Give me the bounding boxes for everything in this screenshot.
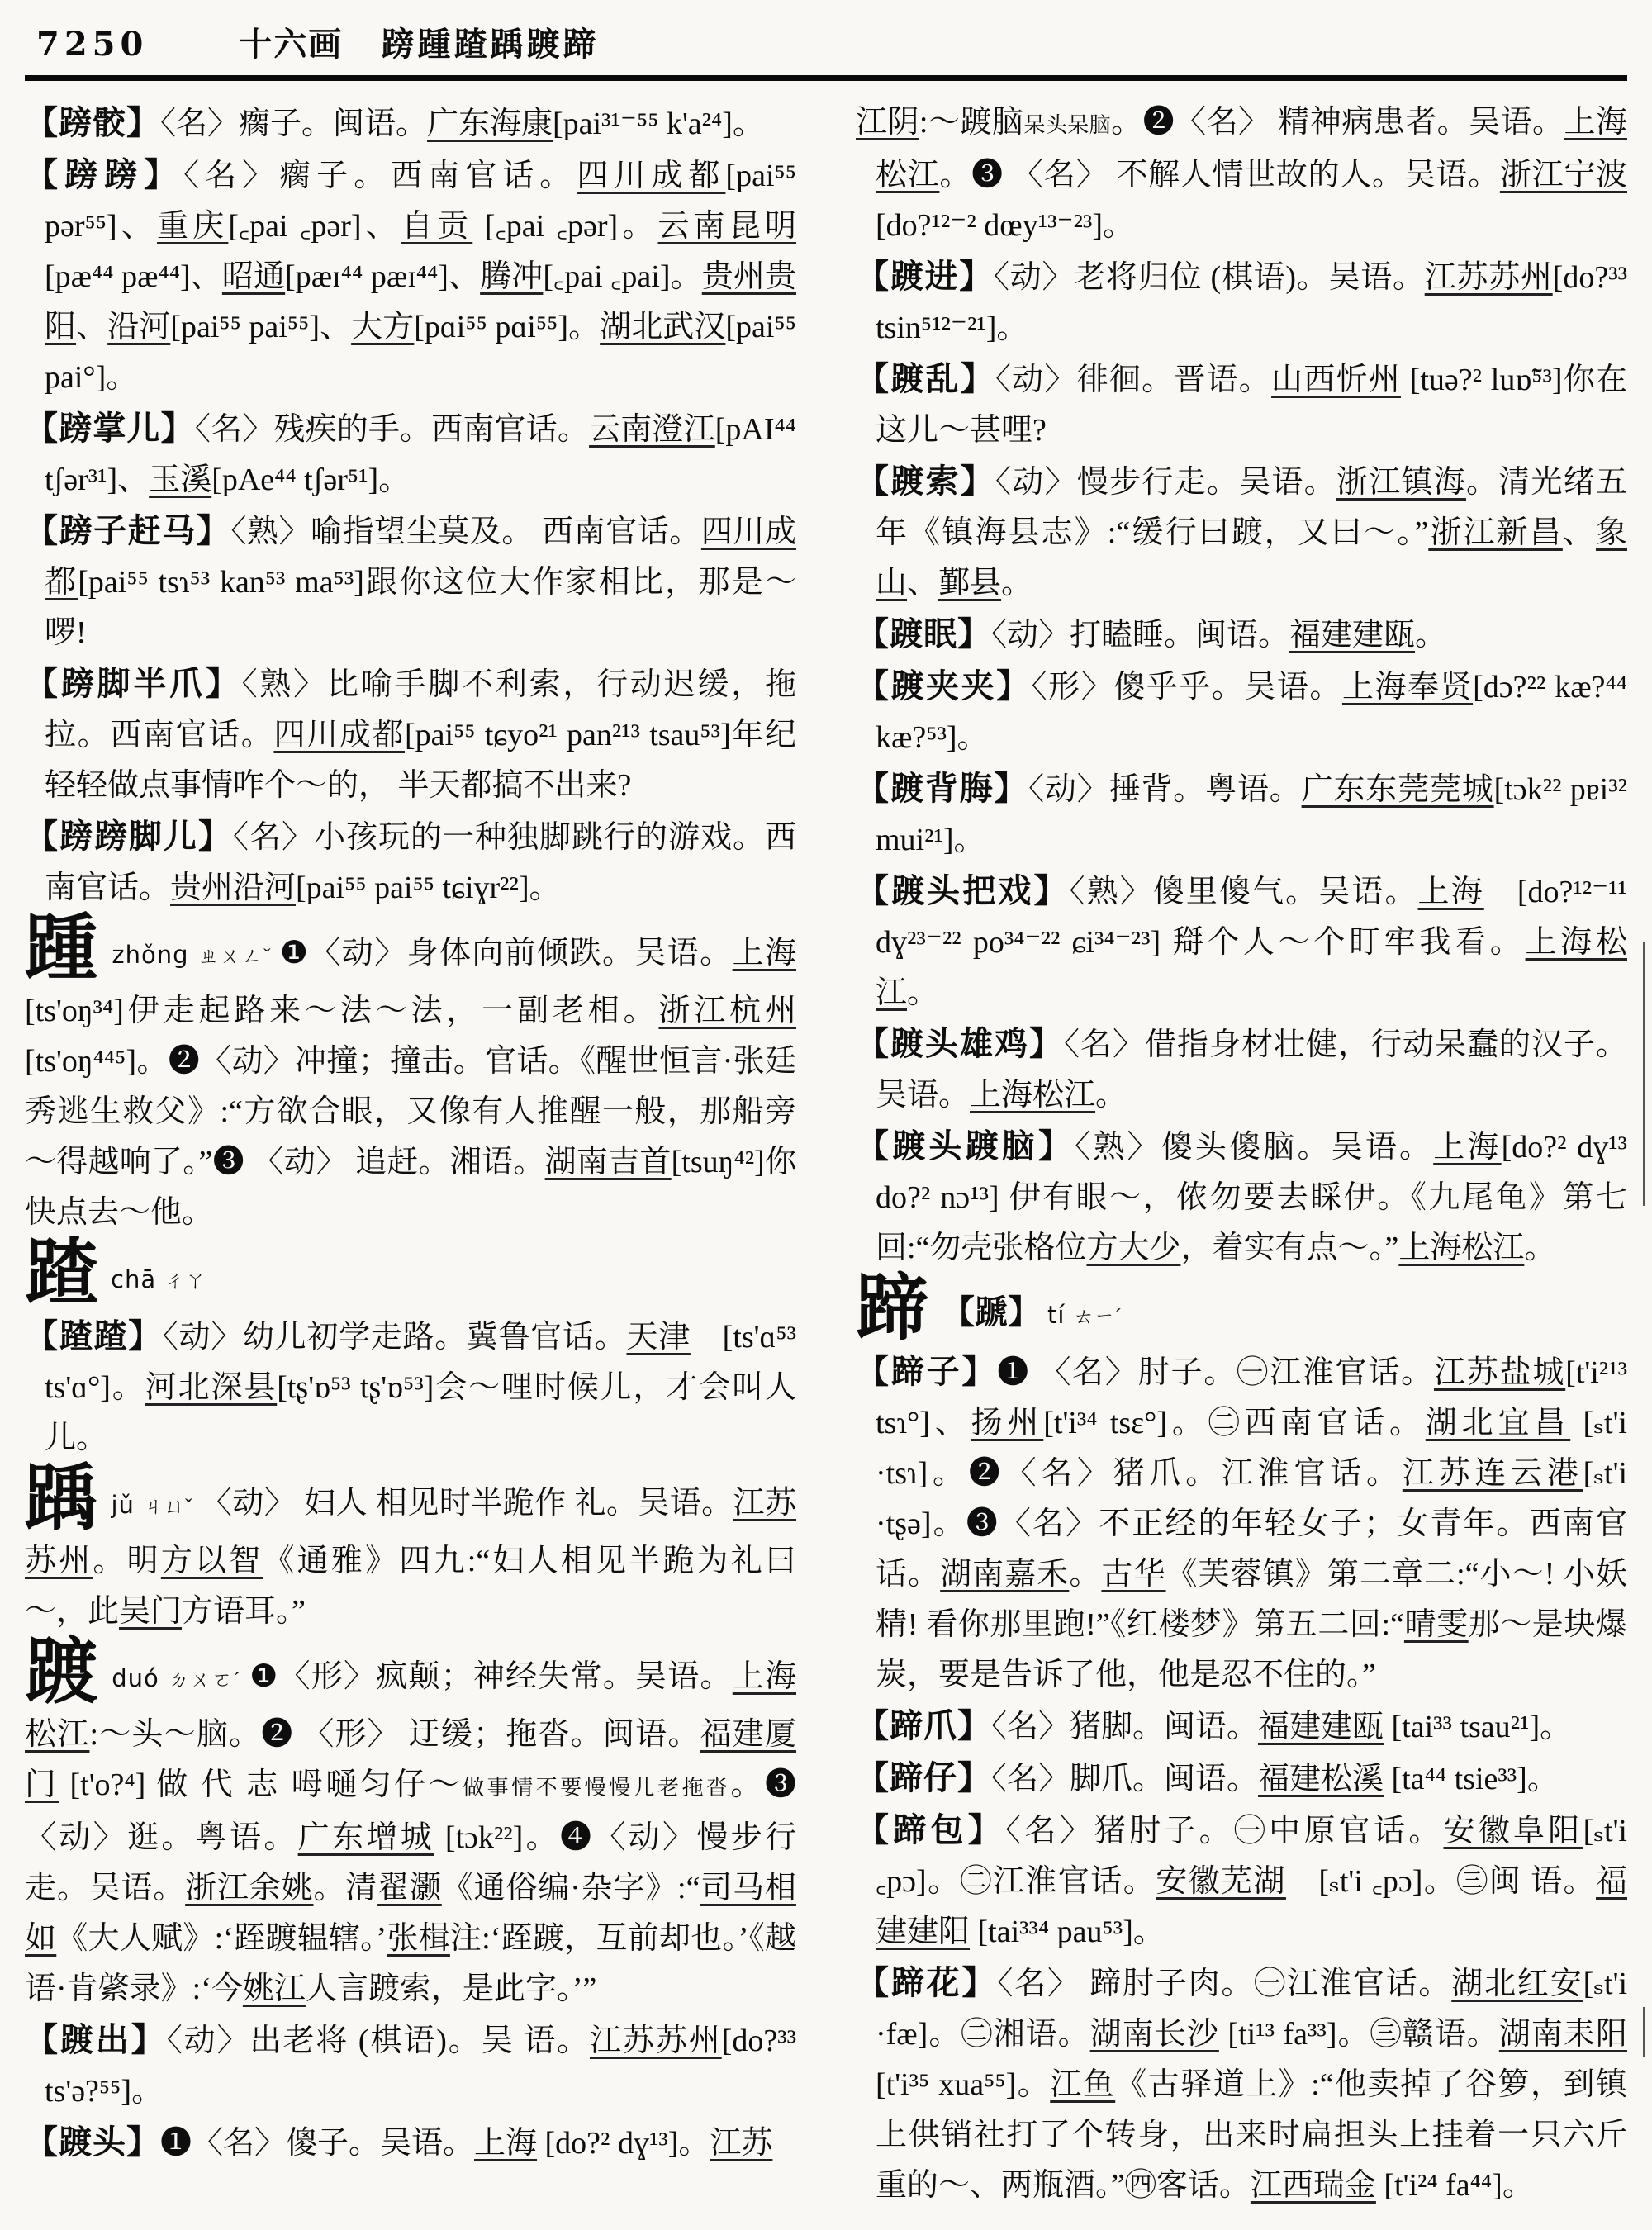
text-run: [pai⁵⁵ pai⁵⁵ tɕiɣr²²]。 bbox=[296, 871, 561, 905]
continued-entry bbox=[856, 97, 1627, 251]
proper-noun-underlined: 广东东莞莞城 bbox=[1301, 772, 1494, 807]
text-run: [ta⁴⁴ tsie³³]。 bbox=[1384, 1762, 1559, 1796]
text-run: [ₛt'i ꜀pɔ]。㊂闽 语。 bbox=[1285, 1864, 1596, 1899]
head-character: 踽 bbox=[25, 1459, 98, 1540]
proper-noun-underlined: 江苏苏州 bbox=[25, 1486, 796, 1578]
text-run: [꜀pai ꜀pər]。 bbox=[472, 209, 658, 244]
text-run: [pAe⁴⁴ tʃər⁵¹]。 bbox=[211, 463, 411, 497]
text-run: 〈名〉 蹄肘子肉。㊀江淮官话。 bbox=[997, 1967, 1452, 2001]
proper-noun-underlined: 湖北武汉 bbox=[600, 310, 726, 344]
text-run: [ts'oŋ³⁴]伊走起路来～法～法，一副老相。 bbox=[25, 994, 659, 1028]
text-run: 〈形〉傻乎乎。吴语。 bbox=[1031, 670, 1342, 705]
entry-headword: 【踱出】 bbox=[25, 2021, 167, 2058]
dictionary-entry bbox=[856, 1753, 1627, 1805]
proper-noun-underlined: 福建建瓯 bbox=[1289, 618, 1416, 652]
proper-noun-underlined: 云南昆明 bbox=[657, 209, 796, 244]
head-character: 蹄 bbox=[856, 1269, 929, 1350]
entry-headword: 【蹄花】 bbox=[856, 1964, 998, 2001]
proper-noun-underlined: 自贡 bbox=[401, 209, 473, 244]
proper-noun-underlined: 福建建瓯 bbox=[1258, 1710, 1384, 1744]
proper-noun-underlined: 福建建阳 bbox=[876, 1864, 1628, 1949]
text-run: [pɑi⁵⁵ pɑi⁵⁵]。 bbox=[414, 310, 601, 344]
proper-noun-underlined: 方以智 bbox=[160, 1544, 263, 1578]
entry-headword: 【蹄仔】 bbox=[856, 1759, 991, 1796]
proper-noun-underlined: 浙江新昌 bbox=[1428, 515, 1563, 550]
text-run: 。清光绪五年《镇海县志》:“缓行曰踱，又曰～。” bbox=[876, 465, 1627, 550]
text-run: ❶〈形〉疯颠；神经失常。吴语。 bbox=[249, 1659, 733, 1694]
head-character: 踵 bbox=[25, 909, 99, 989]
entry-headword: 【蹄包】 bbox=[856, 1811, 1006, 1848]
text-run: [t'i³⁴ tsɛ°]。㊁西南官话。 bbox=[1043, 1406, 1426, 1440]
dictionary-entry bbox=[856, 763, 1627, 866]
dictionary-entry bbox=[856, 1957, 1627, 2211]
proper-noun-underlined: 福建厦门 bbox=[25, 1717, 796, 1802]
text-run: [pai³¹⁻⁵⁵ k'a²⁴]。 bbox=[553, 107, 764, 141]
proper-noun-underlined: 江阴 bbox=[856, 105, 919, 140]
dictionary-entry bbox=[25, 97, 796, 149]
proper-noun-underlined: 安徽芜湖 bbox=[1156, 1864, 1286, 1899]
text-run: 〈熟〉喻指望尘莫及。 西南官话。 bbox=[230, 515, 701, 549]
dictionary-entry bbox=[25, 658, 796, 811]
text-run: [ₛt'i ꜀pɔ]。㊁江淮官话。 bbox=[876, 1814, 1627, 1899]
text-run: [pai⁵⁵ pai⁵⁵]、 bbox=[170, 310, 352, 344]
proper-noun-underlined: 大方 bbox=[351, 310, 415, 344]
gloss-small-text: 做事情不要慢慢儿老拖沓 bbox=[463, 1776, 731, 1800]
text-run: ❶〈动〉身体向前倾跌。吴语。 bbox=[279, 936, 733, 970]
dictionary-entry bbox=[856, 866, 1627, 1018]
text-run: 〈动〉打瞌睡。闽语。 bbox=[991, 618, 1290, 652]
proper-noun-underlined: 翟灏 bbox=[377, 1871, 442, 1905]
entry-headword: 【䠙脚半爪】 bbox=[25, 665, 242, 702]
entry-headword: 【踱头把戏】 bbox=[856, 872, 1070, 909]
proper-noun-underlined: 浙江镇海 bbox=[1336, 465, 1466, 500]
text-run: 《古驿道上》:“他卖掉了谷箩，到镇上供销社打了个转身，出来时扁担头上挂着一只六斤重的～、两瓶酒。”㊃客话。 bbox=[876, 2067, 1627, 2203]
columns-wrap bbox=[25, 97, 1627, 2211]
text-run: 。❸〈动〉逛。粤语。 bbox=[25, 1767, 796, 1855]
text-run: ，着实有点～。” bbox=[1180, 1231, 1399, 1265]
proper-noun-underlined: 上海 bbox=[732, 936, 796, 970]
text-run: [t'i²⁴ fa⁴⁴]。 bbox=[1375, 2168, 1534, 2203]
dictionary-entry bbox=[856, 251, 1627, 353]
proper-noun-underlined: 江鱼 bbox=[1050, 2067, 1116, 2102]
proper-noun-underlined: 上海松江 bbox=[1398, 1231, 1525, 1265]
proper-noun-underlined: 江苏苏州 bbox=[1424, 260, 1553, 295]
head-character: 踱 bbox=[25, 1633, 99, 1713]
entry-headword: 【踱头】 bbox=[25, 2123, 160, 2161]
proper-noun-underlined: 四川成都 bbox=[577, 159, 726, 193]
proper-noun-underlined: 腾冲 bbox=[480, 259, 544, 294]
proper-noun-underlined: 玉溪 bbox=[149, 463, 212, 497]
proper-noun-underlined: 天津 bbox=[626, 1320, 691, 1355]
entry-headword: 【踱头踱脑】 bbox=[856, 1127, 1075, 1165]
dictionary-entry bbox=[25, 149, 796, 403]
text-run: 〈名〉小孩玩的一种独脚跳行的游戏。西南官话。 bbox=[45, 820, 796, 905]
proper-noun-underlined: 江苏盐城 bbox=[1433, 1355, 1566, 1390]
proper-noun-underlined: 山西忻州 bbox=[1271, 363, 1401, 397]
text-run: [tsuŋ⁴²]你快点去～他。 bbox=[25, 1145, 796, 1230]
stroke-count-section: 十六画 bbox=[239, 26, 344, 63]
proper-noun-underlined: 沿河 bbox=[107, 310, 171, 344]
dictionary-entry bbox=[856, 1346, 1627, 1701]
text-run: [tʂ'ɒ⁵³ tʂ'ɒ⁵³]会～哩时候儿，才会叫人儿。 bbox=[45, 1370, 796, 1455]
text-run: [tɔk²² pɐi³² mui²¹]。 bbox=[876, 772, 1627, 857]
entry-headword: 【䠙掌儿】 bbox=[25, 410, 195, 447]
header-rule bbox=[25, 75, 1627, 81]
page-header bbox=[25, 12, 1627, 69]
head-character-entry bbox=[856, 1269, 1627, 1350]
entry-headword: 【蹄爪】 bbox=[856, 1707, 991, 1744]
proper-noun-underlined: 浙江杭州 bbox=[658, 994, 796, 1028]
text-run: [pai⁵⁵ tɕyo²¹ pan²¹³ tsau⁵³]年纪轻轻做点事情咋个～的， 半天都搞不出来? bbox=[45, 718, 796, 803]
text-run: [pæɪ⁴⁴ pæɪ⁴⁴]、 bbox=[285, 259, 481, 294]
pinyin: chā bbox=[111, 1265, 157, 1293]
entry-headword: 【䠙骹】 bbox=[25, 104, 160, 141]
proper-noun-underlined: 湖北宜昌 bbox=[1425, 1406, 1571, 1440]
pinyin: jǔ bbox=[111, 1491, 135, 1519]
text-run: 方语耳。” bbox=[182, 1594, 306, 1629]
text-run: 《通俗编·杂字》:“ bbox=[441, 1871, 700, 1905]
entry-headword: 【踱背脢】 bbox=[856, 770, 1029, 807]
text-run: [pai⁵⁵ tsɿ⁵³ kan⁵³ ma⁵³]跟你这位大作家相比，那是～啰! bbox=[45, 565, 796, 650]
zhuyin: ㄓㄨㄥˇ bbox=[197, 946, 272, 968]
proper-noun-underlined: 上海松江 bbox=[876, 105, 1627, 192]
text-run: [pæ⁴⁴ pæ⁴⁴]、 bbox=[45, 259, 222, 294]
text-run: [do?³³ ts'ə?⁵⁵]。 bbox=[45, 2024, 796, 2109]
text-run: [pAI⁴⁴ tʃər³¹]、 bbox=[45, 412, 796, 497]
entry-headword: 【踱头雄鸡】 bbox=[856, 1025, 1064, 1062]
text-run: 。 bbox=[1415, 618, 1447, 652]
proper-noun-underlined: 福建松溪 bbox=[1258, 1762, 1384, 1796]
text-run: 。❸ 〈名〉 不解人情世故的人。吴语。 bbox=[939, 158, 1500, 192]
dictionary-entry bbox=[25, 403, 796, 505]
text-run: 。 bbox=[1524, 1231, 1556, 1265]
pinyin: zhǒng bbox=[112, 941, 189, 969]
head-character-variant: 【蹏】 bbox=[942, 1293, 1042, 1331]
proper-noun-underlined: 晴雯 bbox=[1403, 1607, 1469, 1642]
dictionary-entry bbox=[856, 353, 1627, 456]
text-run: [t'i²¹³ tsɿ°]、 bbox=[876, 1355, 1627, 1440]
text-run: 〈名〉猪脚。闽语。 bbox=[991, 1710, 1259, 1744]
text-run: [tuə?² luɒ̃⁵³]你在这儿～甚哩? bbox=[876, 363, 1627, 448]
text-run: [ts'oŋ⁴⁴⁵]。❷〈动〉冲撞；撞击。官话。《醒世恒言·张廷秀逃生救父》:“方欲合眼，又像有人推醒一般，那船旁～得越响了。”❸ 〈动〉 追赶。湘语。 bbox=[25, 1044, 796, 1179]
text-run: ❶ 〈名〉肘子。㊀江淮官话。 bbox=[997, 1355, 1434, 1390]
text-run: 《通雅》四九:“妇人相见半跪为礼曰～，此 bbox=[25, 1544, 796, 1629]
text-run: [tai³³⁴ pau⁵³]。 bbox=[970, 1914, 1165, 1949]
zhuyin: ㄔㄚ bbox=[164, 1270, 206, 1293]
proper-noun-underlined: 鄞县 bbox=[938, 566, 1002, 600]
text-run: 〈动〉徘徊。晋语。 bbox=[995, 363, 1272, 397]
text-run: 。 bbox=[907, 975, 939, 1010]
proper-noun-underlined: 上海松江 bbox=[25, 1659, 796, 1752]
text-run: [꜀pai ꜀pai]。 bbox=[543, 259, 702, 294]
text-run: 那～是块爆炭，要是告诉了他，他是忍不住的。” bbox=[876, 1607, 1627, 1692]
entry-headword: 【踱眠】 bbox=[856, 615, 991, 652]
proper-noun-underlined: 江西瑞金 bbox=[1250, 2168, 1376, 2203]
proper-noun-underlined: 湖南吉首 bbox=[544, 1145, 672, 1179]
proper-noun-underlined: 上海松江 bbox=[970, 1078, 1096, 1113]
text-run: 。明 bbox=[93, 1544, 161, 1578]
dictionary-entry bbox=[856, 1121, 1627, 1274]
head-character-entry bbox=[25, 909, 796, 1238]
dictionary-entry bbox=[25, 2117, 796, 2169]
text-run: [pai⁵⁵ pai°]。 bbox=[45, 310, 796, 395]
dictionary-entry bbox=[856, 661, 1627, 763]
text-run: 〈名〉借指身材壮健，行动呆蠢的汉子。吴语。 bbox=[876, 1027, 1627, 1113]
proper-noun-underlined: 姚江 bbox=[242, 1971, 306, 2006]
proper-noun-underlined: 贵州沿河 bbox=[170, 871, 297, 905]
entry-headword: 【踱乱】 bbox=[856, 360, 995, 397]
text-run: 。清 bbox=[313, 1871, 378, 1905]
entry-headword: 【䠙䠙脚儿】 bbox=[25, 818, 233, 855]
zhuyin: ㄐㄩˇ bbox=[142, 1496, 192, 1518]
head-character-entry bbox=[25, 1633, 796, 2014]
pinyin: tí bbox=[1047, 1301, 1066, 1329]
text-run: 〈动〉老将归位 (棋语)。吴语。 bbox=[993, 260, 1425, 295]
text-run: 、 bbox=[907, 566, 939, 600]
section-characters: 䠙踵蹅踽踱蹄 bbox=[381, 26, 600, 63]
proper-noun-underlined: 江苏 bbox=[710, 2126, 773, 2161]
scan-artifact-line bbox=[1643, 942, 1645, 1206]
text-run: [do?¹²⁻¹¹ dɣ²³⁻²² po³⁴⁻²² ɕi³⁴⁻²³] 搿个人～个盯牢我看。 bbox=[876, 875, 1627, 960]
text-run: [ₛt'i ·tsɿ]。❷〈名〉猪爪。江淮官话。 bbox=[876, 1406, 1627, 1491]
column-right bbox=[856, 97, 1627, 2211]
proper-noun-underlined: 浙江余姚 bbox=[185, 1871, 314, 1905]
dictionary-entry bbox=[25, 505, 796, 658]
proper-noun-underlined: 江苏连云港 bbox=[1402, 1456, 1583, 1491]
text-run: 。 bbox=[1069, 1557, 1102, 1592]
text-run: 〈动〉 妇人 相见时半跪作 礼。吴语。 bbox=[200, 1486, 733, 1521]
text-run: 〈动〉出老将 (棋语)。吴 语。 bbox=[166, 2024, 590, 2058]
proper-noun-underlined: 安徽阜阳 bbox=[1443, 1814, 1583, 1848]
proper-noun-underlined: 上海奉贤 bbox=[1341, 670, 1474, 705]
text-run: [ₛt'i ·fæ]。㊁湘语。 bbox=[876, 1967, 1627, 2052]
proper-noun-underlined: 河北深县 bbox=[145, 1370, 278, 1405]
proper-noun-underlined: 上海 bbox=[1433, 1130, 1502, 1165]
entry-headword: 【踱夹夹】 bbox=[856, 667, 1032, 705]
text-run: [ₛt'i ·tʂə]。❸〈名〉不正经的年轻女子；女青年。西南官话。 bbox=[876, 1456, 1627, 1592]
proper-noun-underlined: 四川成都 bbox=[45, 515, 796, 600]
text-run: :～踱脑 bbox=[919, 105, 1024, 140]
entry-headword: 【踱索】 bbox=[856, 463, 996, 500]
text-run: 。❷〈名〉 精神病患者。吴语。 bbox=[1111, 105, 1564, 140]
head-character: 蹅 bbox=[25, 1234, 98, 1314]
pinyin: duó bbox=[112, 1664, 159, 1692]
text-run: [tai³³ tsau²¹]。 bbox=[1384, 1710, 1572, 1744]
dictionary-entry bbox=[856, 609, 1627, 661]
proper-noun-underlined: 重庆 bbox=[157, 209, 229, 244]
proper-noun-underlined: 浙江宁波 bbox=[1499, 158, 1627, 192]
proper-noun-underlined: 古华 bbox=[1101, 1557, 1166, 1592]
proper-noun-underlined: 湖北红安 bbox=[1451, 1967, 1583, 2001]
text-run: [do?² dɣ¹³]。 bbox=[537, 2126, 710, 2161]
text-run: 〈名〉瘸子。西南官话。 bbox=[183, 159, 577, 193]
text-run: 〈动〉幼儿初学走路。冀鲁官话。 bbox=[162, 1320, 627, 1355]
text-run: 〈动〉捶背。粤语。 bbox=[1028, 772, 1302, 807]
entry-headword: 【蹄子】 bbox=[856, 1353, 998, 1390]
text-run: 《大人赋》:‘跮踱辒辖。’ bbox=[56, 1921, 387, 1956]
proper-noun-underlined: 象山 bbox=[876, 515, 1627, 600]
proper-noun-underlined: 昭通 bbox=[221, 259, 286, 294]
dictionary-entry bbox=[856, 1805, 1627, 1957]
zhuyin: ㄊㄧˊ bbox=[1073, 1306, 1122, 1328]
head-character-entry bbox=[25, 1459, 796, 1637]
text-run: 。 bbox=[1001, 566, 1033, 600]
text-run: 〈熟〉傻里傻气。吴语。 bbox=[1069, 875, 1418, 909]
column-left bbox=[25, 97, 796, 2211]
page-number: 7250 bbox=[36, 25, 149, 64]
proper-noun-underlined: 云南澄江 bbox=[589, 412, 715, 447]
text-run: 《芙蓉镇》第二章二:“小～! 小妖精! 看你那里跑!”《红楼梦》第五二回:“ bbox=[876, 1557, 1627, 1642]
entry-headword: 【䠙䠙】 bbox=[25, 156, 184, 193]
dictionary-entry bbox=[25, 1311, 796, 1464]
gloss-small-text: 呆头呆脑 bbox=[1023, 113, 1112, 137]
proper-noun-underlined: 司马相如 bbox=[25, 1871, 796, 1956]
text-run: 。 bbox=[1095, 1078, 1127, 1113]
dictionary-entry bbox=[856, 1701, 1627, 1753]
text-run: [pai⁵⁵ pər⁵⁵]、 bbox=[45, 159, 796, 244]
proper-noun-underlined: 上海 bbox=[1417, 875, 1484, 909]
proper-noun-underlined: 湖南耒阳 bbox=[1498, 2017, 1627, 2052]
proper-noun-underlined: 上海 bbox=[474, 2126, 538, 2161]
scan-artifact-line bbox=[1643, 2007, 1645, 2057]
text-run: [꜀pai ꜀pər]、 bbox=[228, 209, 401, 244]
text-run: 〈熟〉傻头傻脑。吴语。 bbox=[1075, 1130, 1434, 1165]
text-run: [t'i³⁵ xua⁵⁵]。 bbox=[876, 2067, 1051, 2102]
proper-noun-underlined: 张楫 bbox=[387, 1921, 450, 1956]
text-run: 注:‘跮踱，互前却也。’《越语·肯綮录》:‘今 bbox=[25, 1921, 796, 2006]
proper-noun-underlined: 上海松江 bbox=[876, 925, 1627, 1010]
proper-noun-underlined: 四川成都 bbox=[273, 718, 405, 752]
text-run: [dɔ?²² kæ?⁴⁴ kæ?⁵³]。 bbox=[876, 670, 1627, 755]
dictionary-entry bbox=[25, 2014, 796, 2117]
proper-noun-underlined: 广东增城 bbox=[297, 1820, 434, 1855]
entry-headword: 【踱进】 bbox=[856, 258, 994, 295]
text-run: [ts'ɑ⁵³ ts'ɑ°]。 bbox=[45, 1320, 796, 1405]
dictionary-entry bbox=[25, 811, 796, 913]
text-run: :～头～脑。❷ 〈形〉 迂缓；拖沓。闽语。 bbox=[89, 1717, 700, 1752]
text-run: 〈名〉残疾的手。西南官话。 bbox=[194, 412, 590, 447]
proper-noun-underlined: 吴门 bbox=[119, 1594, 183, 1629]
proper-noun-underlined: 扬州 bbox=[971, 1406, 1044, 1440]
text-run: 〈动〉慢步行走。吴语。 bbox=[995, 465, 1336, 500]
text-run: [do?¹²⁻² dœy¹³⁻²³]。 bbox=[876, 208, 1134, 243]
text-run: 、 bbox=[76, 310, 108, 344]
entry-headword: 【蹅蹅】 bbox=[25, 1317, 163, 1355]
text-run: [tɔk²²]。❹〈动〉慢步行走。吴语。 bbox=[25, 1820, 796, 1905]
text-run: 〈名〉瘸子。闽语。 bbox=[160, 107, 428, 141]
entry-headword: 【䠙子赶马】 bbox=[25, 512, 231, 549]
text-run: 〈熟〉比喻手脚不利索，行动迟缓，拖拉。西南官话。 bbox=[45, 667, 796, 752]
text-run: 、 bbox=[1562, 515, 1596, 550]
text-run: 〈名〉脚爪。闽语。 bbox=[991, 1762, 1259, 1796]
text-run: [t'o?⁴] 做 代 志 呣嗵匀仔～ bbox=[59, 1767, 463, 1802]
proper-noun-underlined: 江苏苏州 bbox=[589, 2024, 722, 2058]
zhuyin: ㄉㄨㄛˊ bbox=[167, 1669, 242, 1691]
proper-noun-underlined: 湖南嘉禾 bbox=[940, 1557, 1070, 1592]
text-run: 人言踱索，是此字。’” bbox=[305, 1971, 597, 2006]
head-character-entry bbox=[25, 1234, 796, 1314]
dictionary-entry bbox=[856, 456, 1627, 609]
proper-noun-underlined: 方大少 bbox=[1086, 1231, 1181, 1265]
dictionary-entry bbox=[856, 1018, 1627, 1121]
text-run: 〈名〉猪肘子。㊀中原官话。 bbox=[1005, 1814, 1444, 1848]
proper-noun-underlined: 广东海康 bbox=[427, 107, 553, 141]
proper-noun-underlined: 贵州贵阳 bbox=[45, 259, 797, 344]
proper-noun-underlined: 湖南长沙 bbox=[1089, 2017, 1219, 2052]
text-run: ❶〈名〉傻子。吴语。 bbox=[160, 2126, 475, 2161]
text-run: [do?² dɣ¹³ do?² nɔ¹³] 伊有眼～，侬勿要去睬伊。《九尾龟》第七回:“勿壳张格位 bbox=[876, 1130, 1627, 1265]
text-run: [do?³³ tsin⁵¹²⁻²¹]。 bbox=[876, 260, 1627, 345]
text-run: [ti¹³ fa³³]。㊂赣语。 bbox=[1218, 2017, 1499, 2052]
